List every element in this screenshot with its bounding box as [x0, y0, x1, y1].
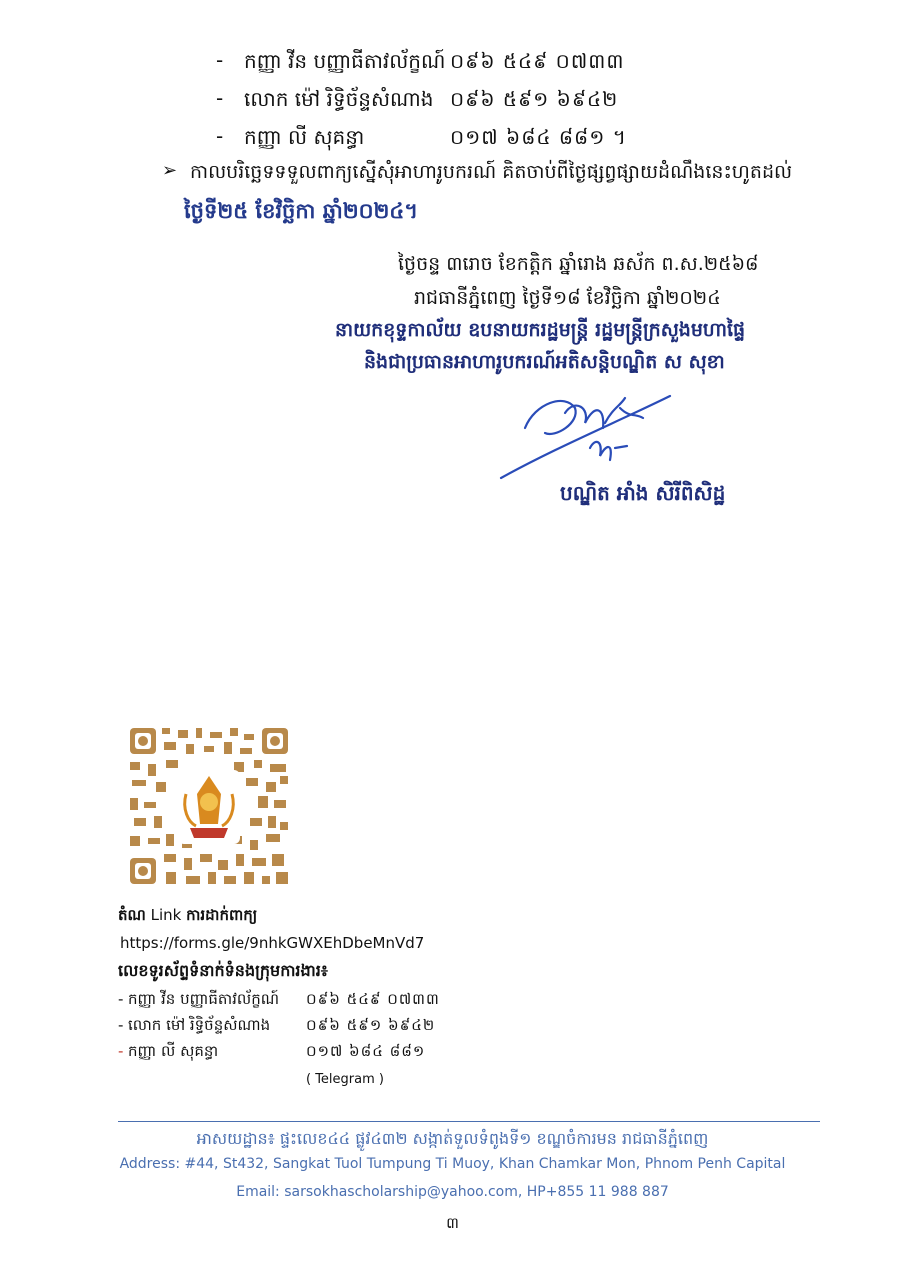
lunar-date: ថ្ងៃចន្ទ ៣រោច ខែកត្តិក ឆ្នាំរោង ឆស័ក ព.ស.២៥៦៨ [398, 253, 759, 275]
bullet-dash: - [118, 1016, 124, 1034]
crest-emblem-icon [178, 770, 240, 844]
page-number: ៣ [446, 1214, 459, 1232]
bullet-dash: - [118, 990, 124, 1008]
footer-address-en: Address: #44, St432, Sangkat Tuol Tumpung Ti Muoy, Khan Chamkar Mon, Phnom Penh Capital [119, 1156, 786, 1172]
link-label-suffix: ការដាក់ពាក្យ [186, 906, 258, 924]
contact-name: កញ្ញា វីន បញ្ញាធីតាវល័ក្ខណ៍ [244, 49, 446, 73]
signatory-title-1: នាយកខុទ្ទកាល័យ ឧបនាយករដ្ឋមន្ត្រី រដ្ឋមន្ត្រីក្រសួងមហាផ្ទៃ [335, 319, 746, 341]
contact-phone: ០១៧ ៦៨៤ ៨៨១ ។ [450, 125, 627, 149]
solar-date: រាជធានីភ្នំពេញ ថ្ងៃទី១៨ ខែវិច្ឆិកា ឆ្នាំ២០២៤ [414, 287, 721, 309]
team-contact-phone: ០៩៦ ៥៤៩ ០៧៣៣ [306, 990, 440, 1008]
qr-code[interactable] [126, 724, 292, 888]
team-contact-phone: ០៩៦ ៥៩១ ៦៩៤២ [306, 1016, 436, 1034]
footer-email: Email: sarsokhascholarship@yahoo.com, HP+855 11 988 887 [236, 1184, 669, 1200]
team-contact-name: លោក ម៉ៅ រិទ្ធិច័ន្ទសំណាង [128, 1016, 271, 1034]
team-contact-name: កញ្ញា លី សុគន្ធា [128, 1042, 219, 1060]
contact-heading: លេខទូរស័ព្ទទំនាក់ទំនងក្រុមការងារ៖ [118, 961, 328, 980]
deadline-date: ថ្ងៃទី២៥ ខែវិច្ឆិកា ឆ្នាំ២០២៤។ [184, 199, 419, 223]
link-label [118, 906, 257, 928]
team-contact-phone: ០១៧ ៦៨៤ ៨៨១ [306, 1042, 426, 1060]
bullet-dash: - [216, 124, 224, 148]
form-url-link[interactable]: https://forms.gle/9nhkGWXEhDbeMnVd7 [120, 934, 425, 952]
bullet-dash: - [216, 86, 224, 110]
team-contact-name: កញ្ញា វីន បញ្ញាធីតាវល័ក្ខណ៍ [128, 990, 280, 1008]
contact-name: កញ្ញា លី សុគន្ធា [244, 125, 365, 149]
contact-phone: ០៩៦ ៥៤៩ ០៧៣៣ [450, 49, 625, 73]
link-label-prefix: តំណ [118, 906, 146, 924]
signatory-name: បណ្ឌិត អាំង សិរីពិសិដ្ឋ [560, 481, 726, 505]
signatory-title-2: និងជាប្រធានអាហារូបករណ៍អតិសន្តិបណ្ឌិត ស សុខា [364, 351, 725, 373]
bullet-dash: - [216, 48, 224, 72]
contact-name: លោក ម៉ៅ រិទ្ធិច័ន្ទសំណាង [244, 87, 434, 111]
footer-address-km: អាសយដ្ឋាន៖ ផ្ទះលេខ៤៤ ផ្លូវ៤៣២ សង្កាត់ទួលទំពូងទី១ ខណ្ឌចំការមន រាជធានីភ្នំពេញ [196, 1129, 709, 1148]
footer-divider [118, 1121, 820, 1122]
bullet-dash: - [118, 1042, 124, 1060]
link-label-word: Link [150, 906, 182, 924]
telegram-note: ( Telegram ) [306, 1072, 384, 1087]
arrow-bullet-icon: ➢ [162, 160, 178, 181]
signature-mark [495, 378, 695, 488]
deadline-text: កាលបរិច្ឆេទទទួលពាក្យស្នើសុំអាហារូបករណ៍ គិតចាប់ពីថ្ងៃផ្សព្វផ្សាយដំណឹងនេះហូតដល់ [190, 161, 793, 183]
contact-phone: ០៩៦ ៥៩១ ៦៩៤២ [450, 87, 619, 111]
